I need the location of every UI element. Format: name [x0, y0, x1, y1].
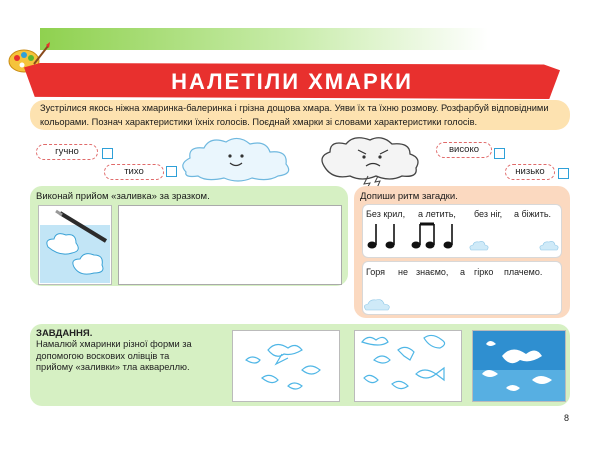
sample-clouds-drawing: [38, 205, 112, 285]
checkbox-high[interactable]: [494, 148, 505, 159]
task-title: ЗАВДАННЯ.: [36, 328, 93, 339]
checkbox-low[interactable]: [558, 168, 569, 179]
fill-task-label: Виконай прийом «заливка» за зразком.: [36, 191, 210, 202]
ballerina-cloud-icon: [178, 136, 296, 182]
rain-cloud-icon: [318, 136, 422, 190]
riddle-word: без ніг,: [474, 209, 503, 219]
riddle-word: а: [460, 267, 466, 277]
checkbox-loud[interactable]: [102, 148, 113, 159]
watercolor-clouds-drawing: [472, 330, 566, 402]
small-cloud-icon: [538, 240, 560, 252]
riddle-word: знаємо,: [416, 267, 449, 277]
checkbox-quiet[interactable]: [166, 166, 177, 177]
word-loud: гучно: [36, 144, 98, 160]
riddle-word: а біжить.: [514, 209, 552, 219]
riddle-label: Допиши ритм загадки.: [360, 191, 458, 202]
rhythm-notes-icon: [366, 221, 466, 251]
intro-instructions: Зустрілися якось ніжна хмаринка-балеринка і грізна дощова хмара. Уяви їх та їхню розмову. Розфарбуй відповідними кольорами. Познач характеристики їхніх голосів. Поєднай хмарки зі словами характеристики голосів.: [30, 100, 570, 130]
page-title: НАЛЕТІЛИ ХМАРКИ: [171, 69, 413, 94]
riddle-word: а летить,: [418, 209, 456, 219]
bird-outline-drawing: [232, 330, 340, 402]
small-cloud-icon: [362, 298, 392, 312]
fill-practice-area[interactable]: [118, 205, 342, 285]
riddle-word: Без крил,: [366, 209, 406, 219]
riddle-word: не: [398, 267, 408, 277]
page-number: 8: [564, 413, 570, 423]
task-text: Намалюй хмаринки різної форми за допомогою воскових олівців та прийому «заливки» тла аквареллю.: [36, 339, 192, 372]
riddle-word: Горя: [366, 267, 386, 277]
word-quiet: тихо: [104, 164, 164, 180]
fish-outline-drawing: [354, 330, 462, 402]
riddle-word: плачемо.: [504, 267, 543, 277]
word-low: низько: [505, 164, 555, 180]
word-high: високо: [436, 142, 492, 158]
small-cloud-icon: [468, 240, 490, 252]
riddle-word: гірко: [474, 267, 494, 277]
top-green-band: [40, 28, 600, 50]
